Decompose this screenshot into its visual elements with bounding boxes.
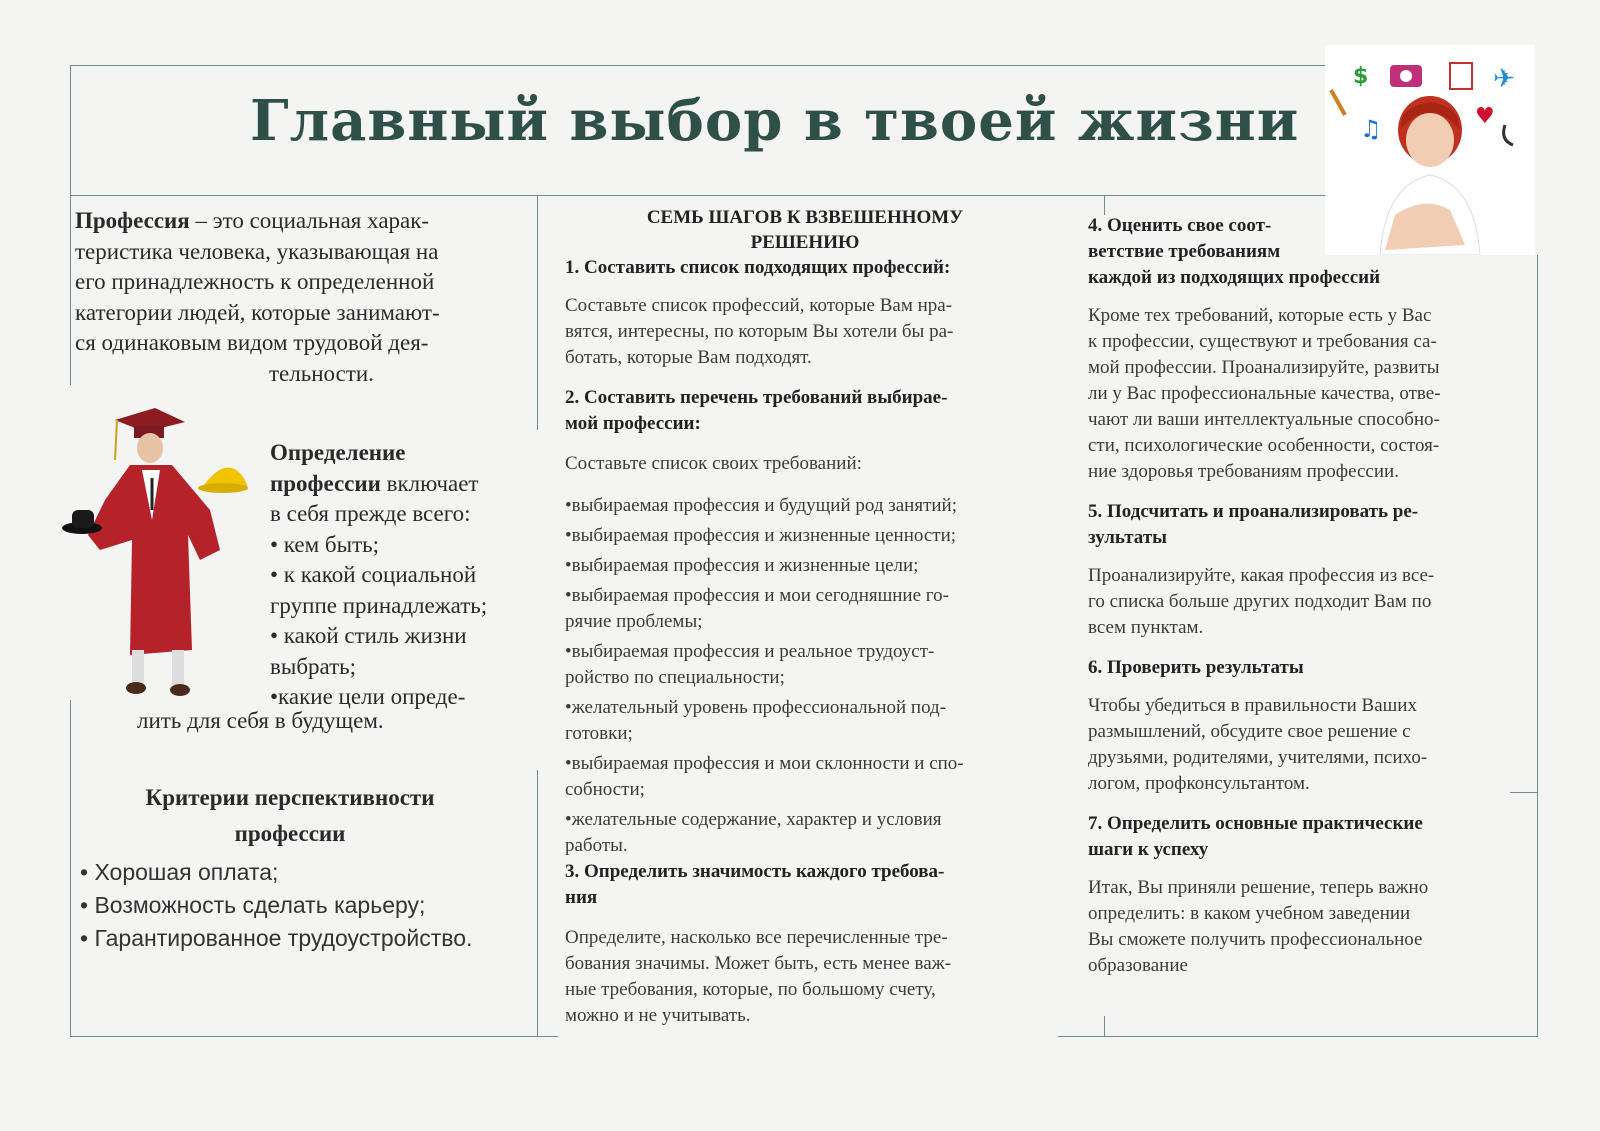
page-title: Главный выбор в твоей жизни <box>250 88 1300 154</box>
step-title: 6. Проверить результаты <box>1088 657 1304 678</box>
svg-text:♥: ♥ <box>1475 104 1495 129</box>
list-item: • выбираемая профессия и мои склонности и спо- <box>565 751 1045 777</box>
list-item: •какие цели опреде- <box>270 684 466 709</box>
list-item: • Гарантированное трудоустройство. <box>80 922 540 955</box>
list-item: • выбираемая профессия и жизненные ценности; <box>565 523 1045 549</box>
divider-left-lower <box>70 700 71 1037</box>
steps-continued-column: 4. Оценить свое соот- ветствие требованиям каждой из подходящих профессий Кроме тех требований, которые есть у Вас к профессии, существуют и требования са- мой профессии. Проанализируйте, развиты ли у Вас профессиональные качества, отве- чают ли ваши интеллектуальные способно- сти, психологические особенности, состоя- ние здоровья требованиям профессии. 5. Подсчитать и проанализировать ре- зультаты Проанализируйте, какая профессия из все- го списка больше других подходит Вам по всем пунктам. 6. Проверить результаты Чтобы убедиться в правильности Ваших размышлений, обсудите свое решение с друзьями, родителями, учителями, психо- логом, профконсультантом. 7. Определить основные практические шаги к успеху Итак, Вы приняли решение, теперь важно определить: в каком учебном заведении Вы сможете получить профессиональное образование <box>1088 213 1518 979</box>
divider-col3-lower <box>1104 1016 1105 1036</box>
divider-right <box>1537 255 1538 1036</box>
svg-text:$: $ <box>1353 64 1369 89</box>
seven-steps-column: СЕМЬ ШАГОВ К ВЗВЕШЕННОМУ РЕШЕНИЮ 1. Составить список подходящих профессий: Составьте список профессий, которые Вам нра- вятся, интересны, по которым Вы хотели бы ра- ботать, которые Вам подходят. 2. Составить перечень требований выбирае- мой профессии: Составьте список своих требований: • выбираемая профессия и будущий род занятий; • выбираемая профессия и жизненные ценности; • выбираемая профессия и жизненные цели; • выбираемая профессия и мои сегодняшние го- рячие проблемы; • выбираемая профессия и реальное трудоуст- ройство по специальности; • желательный уровень профессиональной под- готовки; • выбираемая профессия и мои склонности и спо- собности; • желательные содержание, характер и условия работы. 3. Определить значимость каждого требова- ния Определите, насколько все перечисленные тре- бования значимы. Может быть, есть менее важ- ные требования, которые, по большому счету, можно и не учитывать. <box>565 205 1045 1029</box>
list-item: • какой стиль жизни <box>270 623 467 648</box>
step-title: 4. Оценить свое соот- <box>1088 215 1272 236</box>
list-item: • желательный уровень профессиональной под- <box>565 695 1045 721</box>
list-item: • Возможность сделать карьеру; <box>80 889 540 922</box>
svg-text:♫: ♫ <box>1360 115 1382 143</box>
step-title: 5. Подсчитать и проанализировать ре- <box>1088 501 1419 522</box>
graduate-student-illustration <box>60 400 260 700</box>
section-heading: СЕМЬ ШАГОВ К ВЗВЕШЕННОМУ РЕШЕНИЮ <box>646 207 964 253</box>
profession-definition: Профессия – это социальная харак- теристика человека, указывающая на его принадлежность к определенной категории людей, которые занимают- ся одинаковым видом трудовой дея- тельности. <box>75 208 440 386</box>
criteria-title: Критерии перспективности профессии <box>145 785 435 846</box>
list-item: • кем быть; <box>270 531 380 557</box>
step-title: 3. Определить значимость каждого требова- <box>565 861 945 882</box>
divider-bottom-right <box>1058 1036 1538 1037</box>
step-title: 7. Определить основные практические <box>1088 813 1423 834</box>
list-item: • желательные содержание, характер и условия <box>565 807 1045 833</box>
divider-bottom-left <box>70 1036 558 1037</box>
step-title: 1. Составить список подходящих профессий: <box>565 257 951 278</box>
divider-left-upper <box>70 195 71 385</box>
list-item: • выбираемая профессия и жизненные цели; <box>565 553 1045 579</box>
list-item: • выбираемая профессия и будущий род занятий; <box>565 493 1045 519</box>
list-item: • Хорошая оплата; <box>80 856 540 889</box>
profession-definition-list: Определение профессии включает в себя прежде всего: • кем быть; • к какой социальной группе принадлежать; • какой стиль жизни выбрать; •какие цели опреде- <box>270 438 530 713</box>
definition-term: Профессия <box>75 208 190 233</box>
title-frame-top <box>70 65 1350 66</box>
criteria-list <box>80 856 540 955</box>
step-title: 2. Составить перечень требований выбирае- <box>565 387 948 408</box>
list-item: • к какой социальной <box>270 562 477 587</box>
list-item: • выбираемая профессия и реальное трудоуст- <box>565 639 1045 665</box>
divider-col2-upper <box>537 195 538 430</box>
list-item: • выбираемая профессия и мои сегодняшние го- <box>565 583 1045 609</box>
divider-col3-upper <box>1104 195 1105 215</box>
svg-text:✈: ✈ <box>1493 64 1515 94</box>
